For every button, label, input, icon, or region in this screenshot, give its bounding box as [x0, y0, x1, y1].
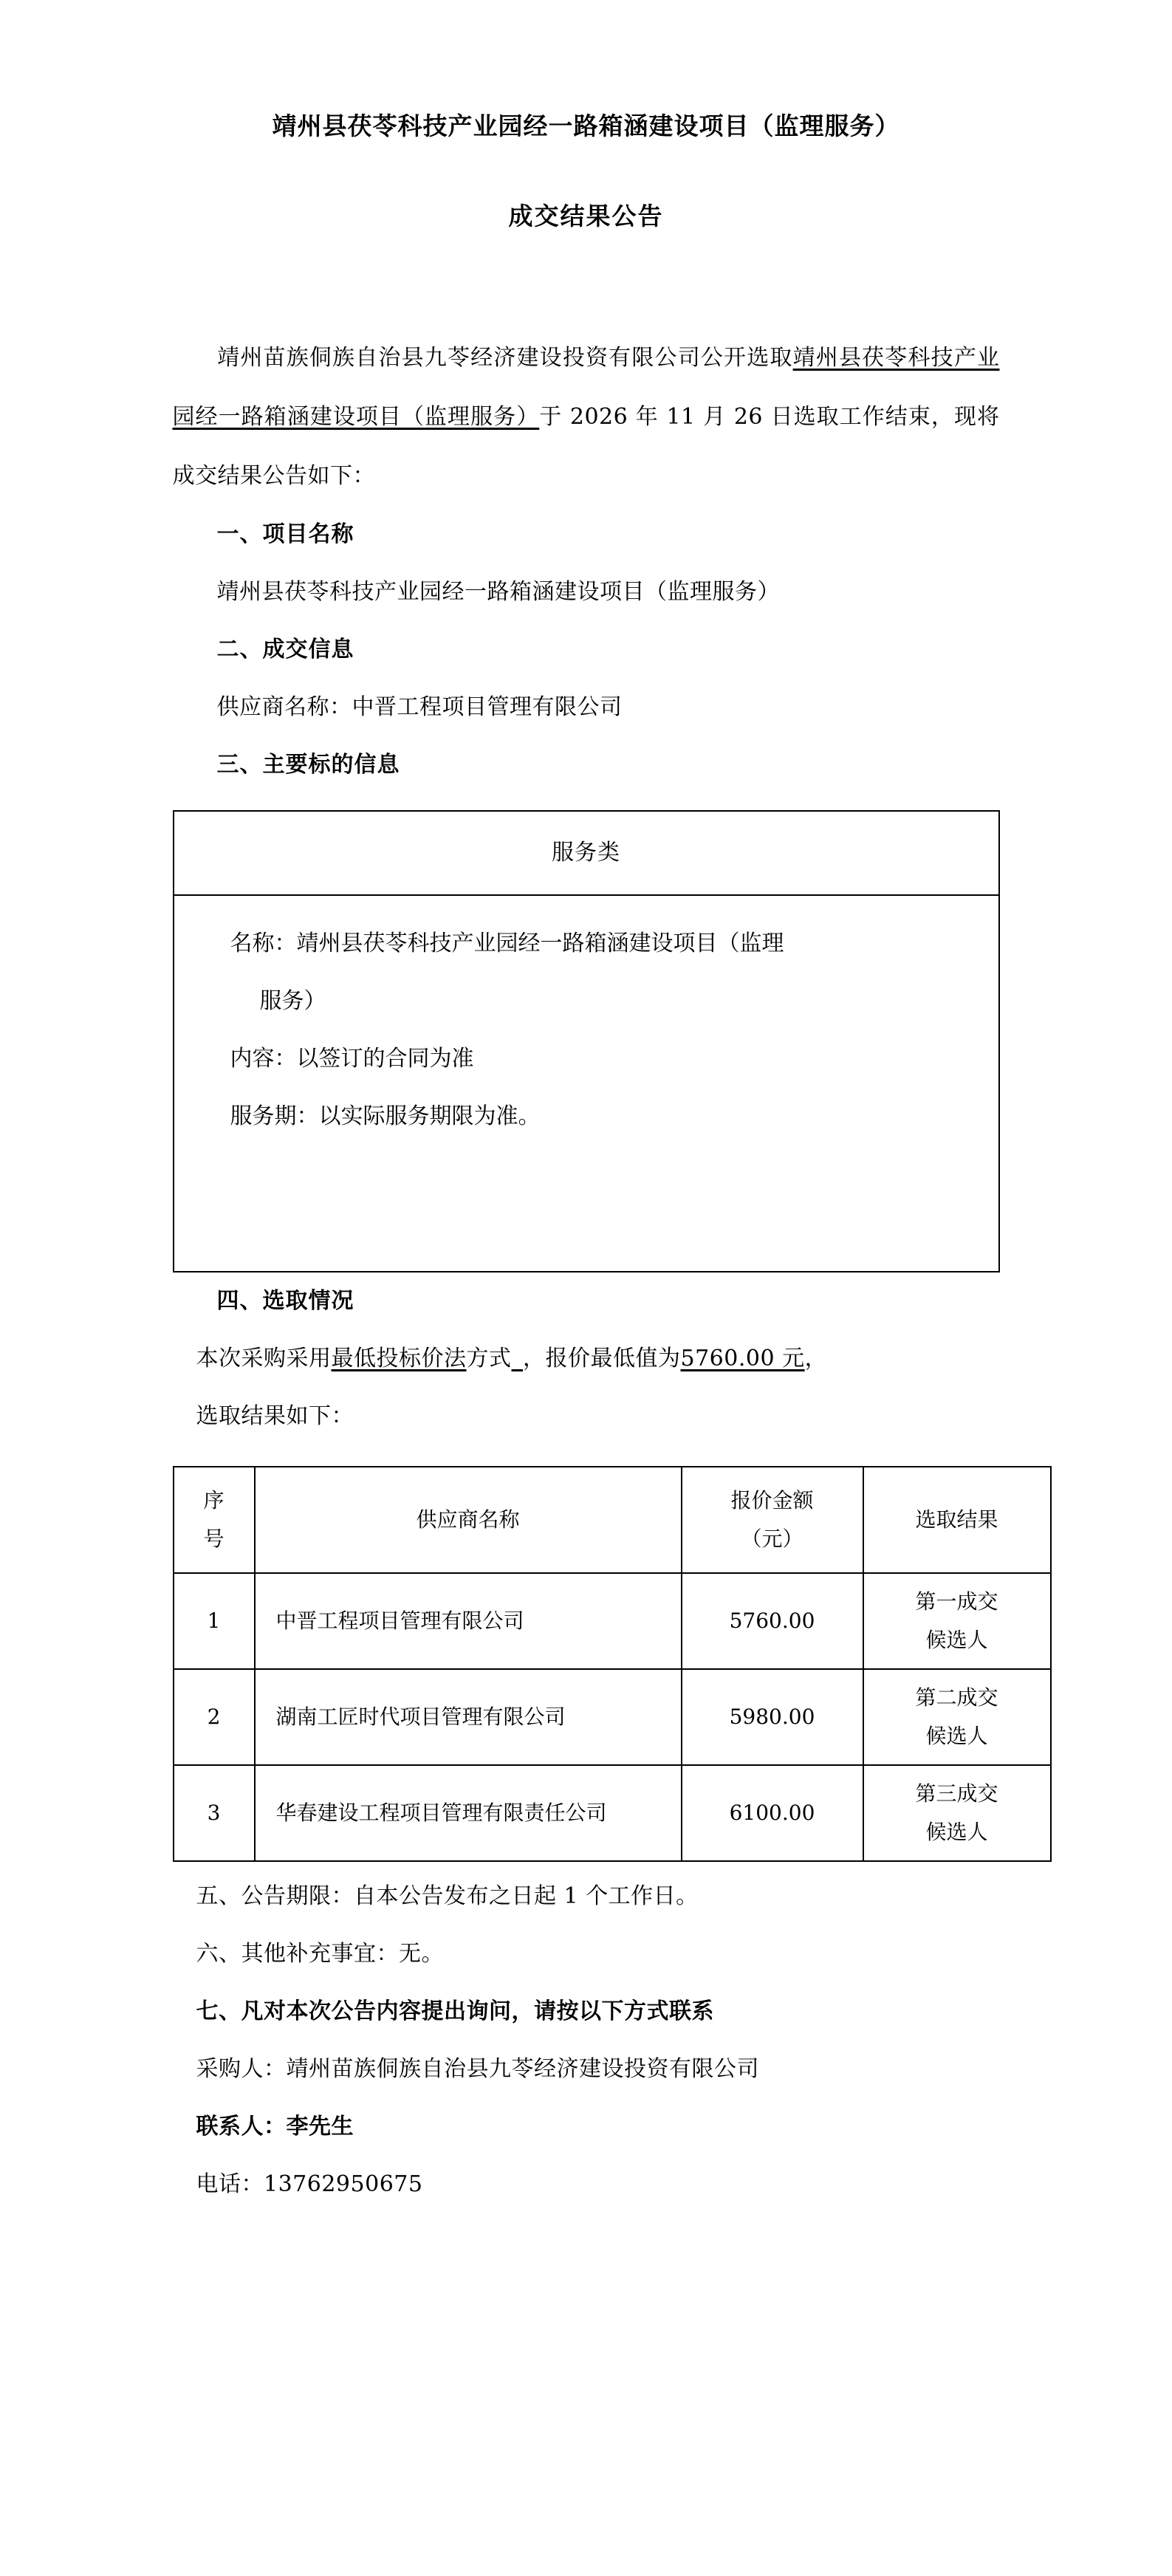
- page-subtitle: 成交结果公告: [508, 201, 664, 230]
- table-header-row: [174, 1467, 1051, 1573]
- intro-project-underlined: 靖州县茯苓科技产业园经一路箱涵建设项目（监理服务）: [172, 345, 1000, 430]
- table-row: [174, 1765, 1051, 1861]
- cell-seq: 3: [174, 1765, 255, 1861]
- column-header-supplier: 供应商名称: [255, 1467, 682, 1573]
- document-tail: [173, 1868, 1000, 2213]
- cell-result: [863, 1765, 1051, 1861]
- section-4-heading: 四、选取情况: [216, 1288, 354, 1314]
- cell-result: [863, 1573, 1051, 1669]
- cell-price: 5980.00: [682, 1669, 863, 1765]
- method-mid: 方式: [466, 1346, 512, 1371]
- table-row: [174, 1573, 1051, 1669]
- subject-detail-cell: [174, 895, 999, 1272]
- column-header-result: 选取结果: [863, 1467, 1051, 1573]
- section-1-project-name: 靖州县茯苓科技产业园经一路箱涵建设项目（监理服务）: [216, 579, 780, 605]
- cell-supplier: 中晋工程项目管理有限公司: [255, 1573, 682, 1669]
- contact-phone-line: 电话：13762950675: [196, 2171, 423, 2197]
- price-underlined: 5760.00 元: [680, 1346, 805, 1371]
- subject-name-value: 靖州县茯苓科技产业园经一路箱涵建设项目（监理: [296, 931, 784, 956]
- intro-part-two: 于 2026 年 11 月 26 日选取工作结束，现将成交结果公告如下：: [172, 404, 1000, 489]
- table-row: [174, 895, 999, 1272]
- section-4-result-lead: 选取结果如下：: [196, 1403, 354, 1429]
- section-4-method-paragraph: [173, 1330, 1000, 1388]
- section-5-line: 五、公告期限：自本公告发布之日起 1 个工作日。: [196, 1883, 699, 1909]
- section-1-heading: 一、项目名称: [216, 521, 354, 547]
- price-suffix: ，: [804, 1346, 828, 1371]
- selection-result-table: [173, 1466, 1052, 1862]
- subject-name-label: 名称：: [230, 931, 297, 956]
- method-blank: _: [511, 1346, 523, 1371]
- price-prefix: ，报价最低值为: [523, 1346, 681, 1371]
- cell-seq: 2: [174, 1669, 255, 1765]
- subject-header-cell: [174, 811, 999, 895]
- section-3-heading: 三、主要标的信息: [216, 752, 400, 778]
- subject-name-line: [210, 915, 963, 973]
- table-row: [174, 811, 999, 895]
- method-prefix: 本次采购采用: [196, 1346, 332, 1371]
- subject-content-line: 内容：以签订的合同为准: [230, 1046, 474, 1072]
- page-title: 靖州县茯苓科技产业园经一路箱涵建设项目（监理服务）: [272, 112, 900, 140]
- cell-result-line1: 第二成交: [915, 1685, 998, 1710]
- column-header-seq-line2: 号: [203, 1527, 225, 1551]
- cell-supplier: 华春建设工程项目管理有限责任公司: [255, 1765, 682, 1861]
- cell-supplier: 湖南工匠时代项目管理有限公司: [255, 1669, 682, 1765]
- section-6-line: 六、其他补充事宜：无。: [196, 1941, 444, 1967]
- section-7-heading: 七、凡对本次公告内容提出询问，请按以下方式联系: [196, 1998, 714, 2024]
- cell-result-line2: 候选人: [925, 1724, 988, 1748]
- column-header-price: [682, 1467, 863, 1573]
- column-header-price-line2: （元）: [741, 1527, 803, 1551]
- cell-seq: 1: [174, 1573, 255, 1669]
- intro-part-one: 靖州苗族侗族自治县九苓经济建设投资有限公司公开选取: [216, 345, 793, 371]
- column-header-price-line1: 报价金额: [730, 1488, 814, 1513]
- column-header-seq-line1: 序: [203, 1488, 225, 1513]
- column-header-seq: [174, 1467, 255, 1573]
- section-2-supplier: 供应商名称：中晋工程项目管理有限公司: [216, 694, 623, 720]
- purchaser-line: 采购人：靖州苗族侗族自治县九苓经济建设投资有限公司: [196, 2056, 759, 2082]
- cell-result-line2: 候选人: [925, 1628, 988, 1652]
- section-2-heading: 二、成交信息: [216, 637, 354, 662]
- subject-info-table: [173, 810, 1000, 1272]
- table-row: [174, 1669, 1051, 1765]
- cell-result: [863, 1669, 1051, 1765]
- document-body: [173, 0, 1000, 2213]
- subject-period-line: 服务期：以实际服务期限为准。: [230, 1103, 541, 1129]
- contact-person-line: 联系人：李先生: [196, 2114, 354, 2140]
- cell-price: 5760.00: [682, 1573, 863, 1669]
- cell-price: 6100.00: [682, 1765, 863, 1861]
- subject-name-value-wrap: 服务）: [259, 988, 326, 1014]
- cell-result-line1: 第三成交: [915, 1781, 998, 1806]
- intro-paragraph: [173, 329, 1000, 506]
- subject-category-label: 服务类: [552, 840, 620, 866]
- method-underlined: 最低投标价法: [331, 1346, 467, 1371]
- cell-result-line1: 第一成交: [915, 1589, 998, 1614]
- cell-result-line2: 候选人: [925, 1820, 988, 1844]
